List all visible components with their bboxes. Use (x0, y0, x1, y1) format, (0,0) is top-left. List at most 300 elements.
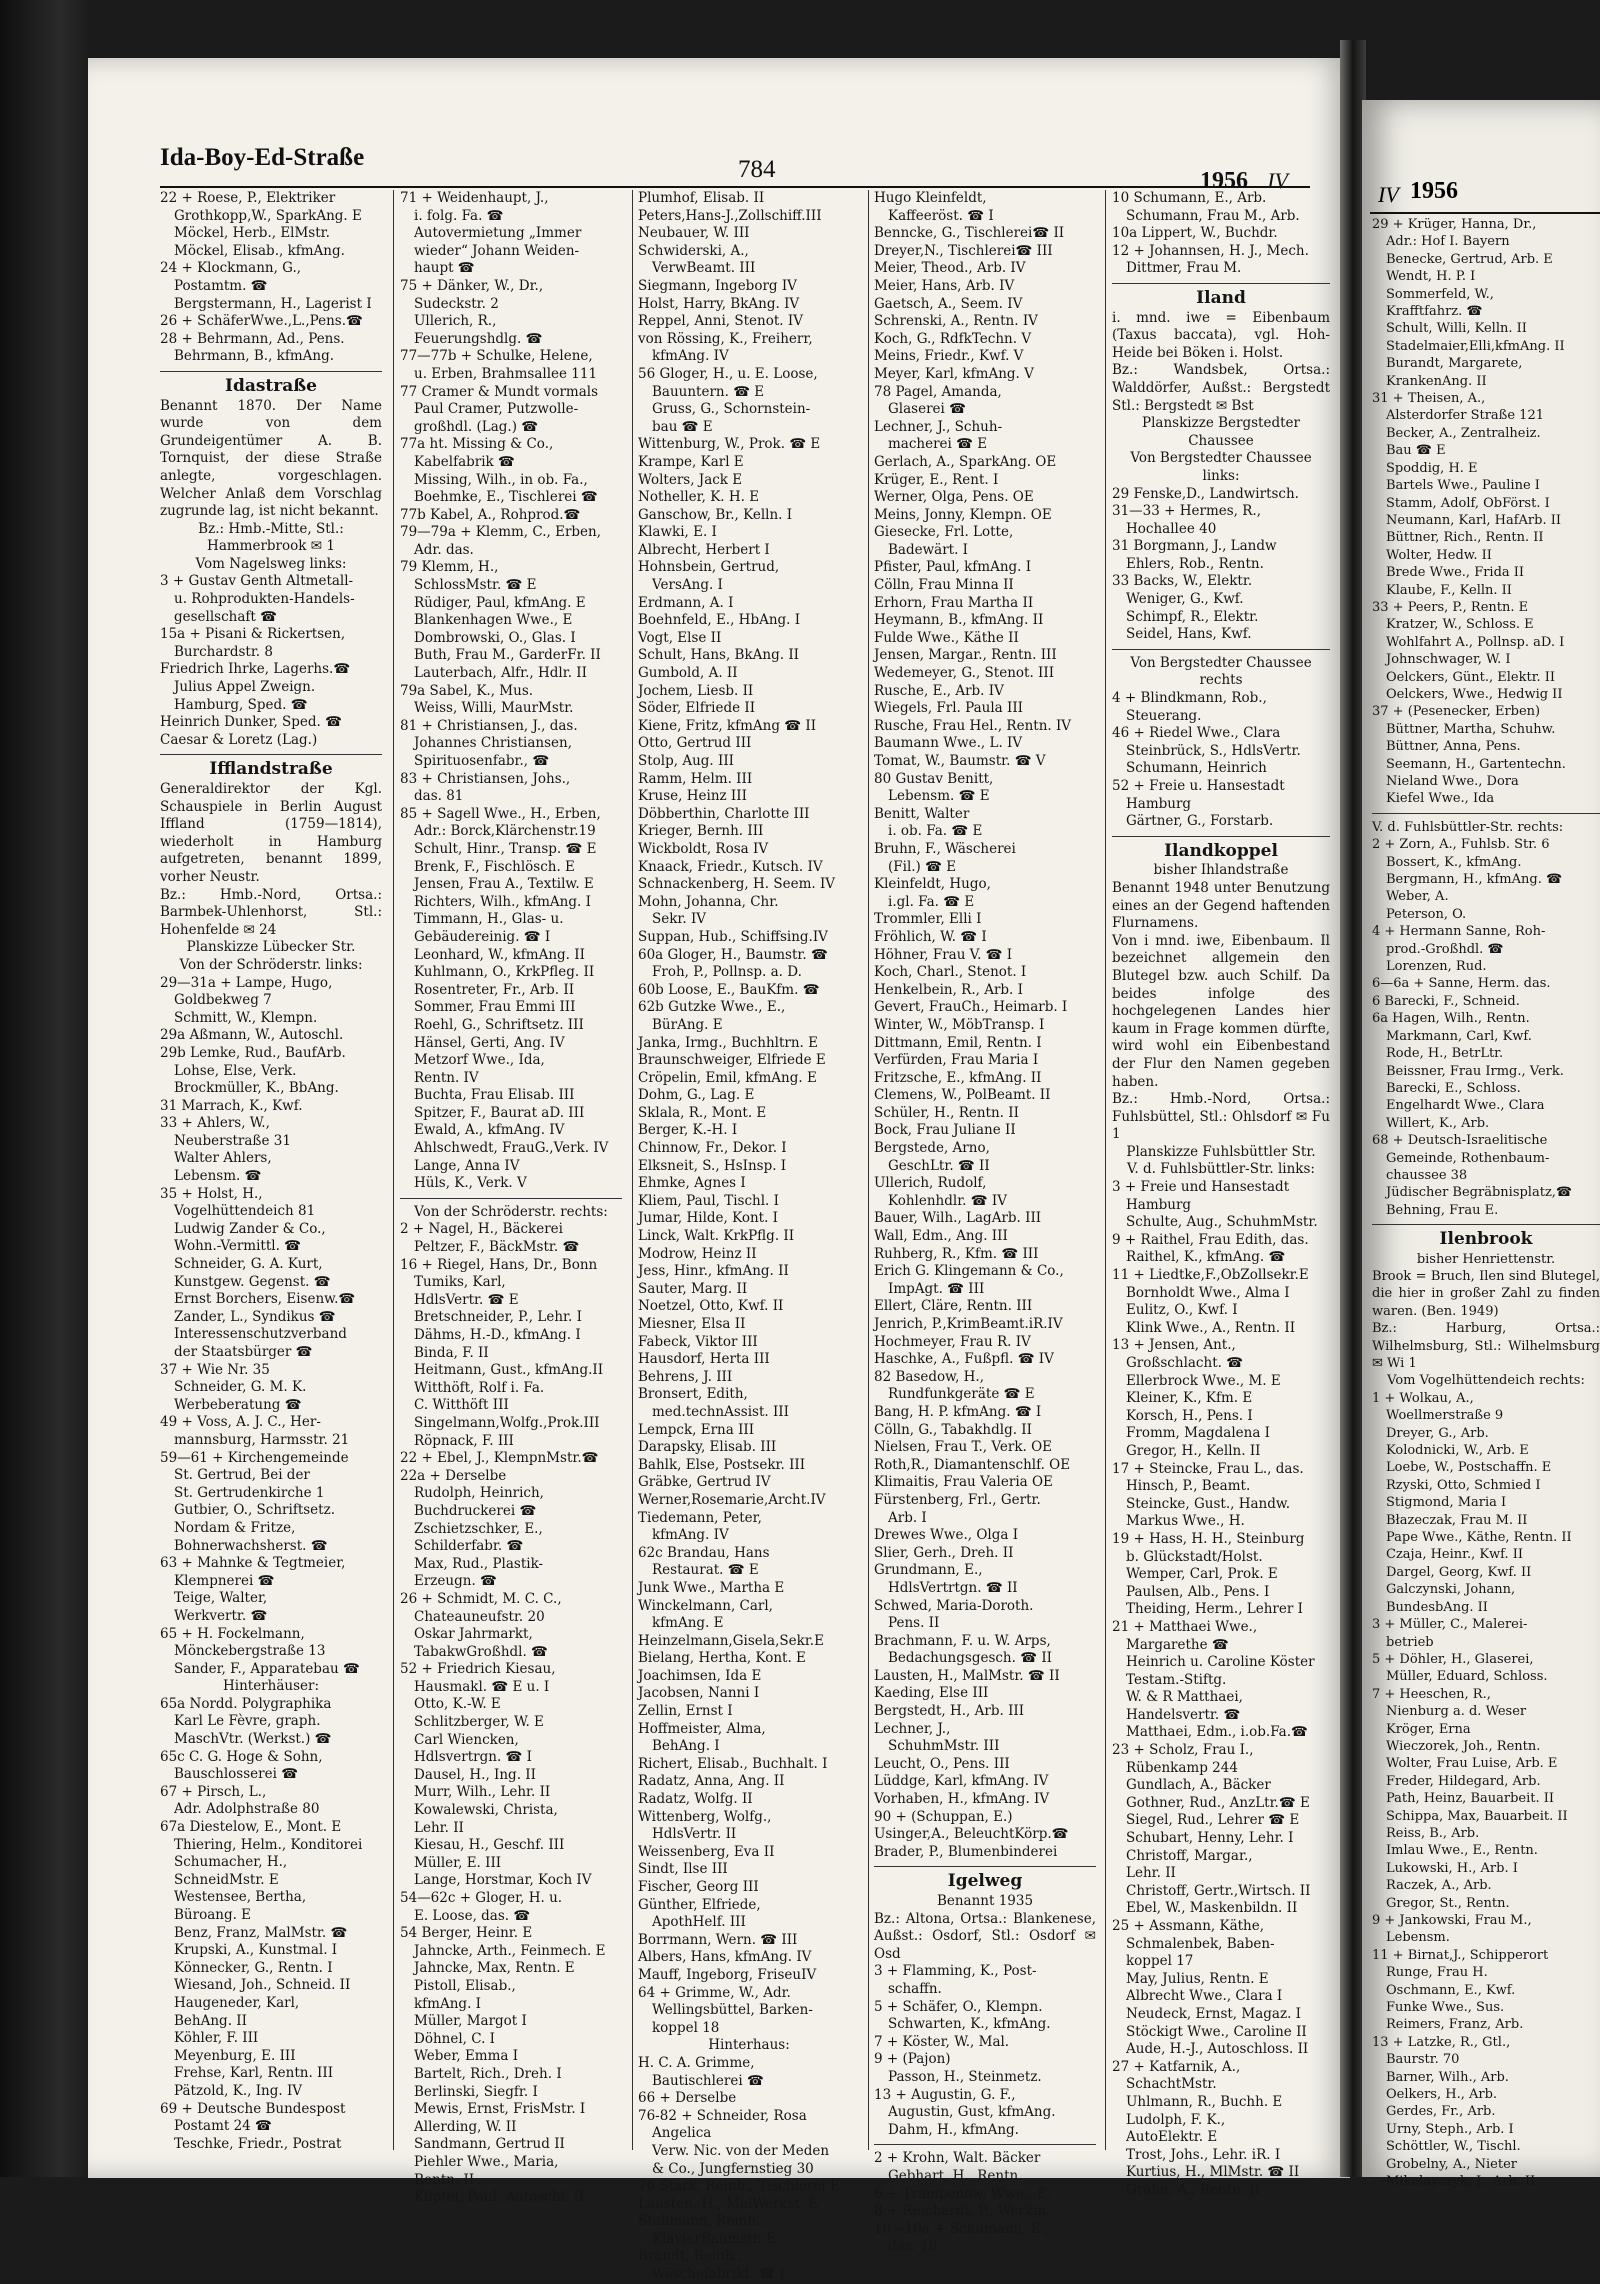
directory-entry: Reppel, Anni, Stenot. IV (638, 313, 803, 330)
directory-entry: Urny, Steph., Arb. I (1386, 2121, 1514, 2137)
directory-entry: 3 + Freie und Hansestadt (1112, 1179, 1290, 1196)
directory-entry: AutoElektr. E (1126, 2129, 1218, 2146)
directory-entry: Murr, Wilh., Lehr. II (414, 1784, 551, 1801)
street-note: Bz.: Altona, Ortsa.: Blankenese, Außst.: Osdorf, Stl.: Osdorf ✉ Osd (874, 1910, 1096, 1962)
directory-entry: Path, Heinz, Bauarbeit. II (1386, 1791, 1555, 1807)
directory-entry: Lausten, H., MalMstr. ☎ II (874, 1667, 1060, 1684)
directory-entry: Röpnack, F. III (414, 1432, 514, 1449)
directory-entry: Oelkers, H., Arb. (1386, 2087, 1498, 2103)
directory-entry: Noetzel, Otto, Kwf. II (638, 1298, 784, 1315)
directory-entry: 21 + Matthaei Wwe., (1112, 1618, 1258, 1635)
directory-entry: Behrmann, B., kfmAng. (174, 348, 335, 365)
directory-entry: Zschietzschker, E., (414, 1520, 543, 1537)
directory-entry: 79—79a + Klemm, C., Erben, (400, 524, 602, 541)
directory-entry: Heinrich u. Caroline Köster (1126, 1654, 1315, 1671)
directory-entry: 4 + Hermann Sanne, Roh- (1372, 924, 1546, 940)
directory-entry: Benncke, G., Tischlerei☎ II (874, 225, 1065, 242)
directory-entry: Allerding, W. II (414, 2118, 517, 2135)
directory-entry: Mohn, Johanna, Chr. (638, 893, 779, 910)
directory-entry: Buchta, Frau Elisab. III (414, 1087, 575, 1104)
directory-entry: Lange, Anna IV (414, 1157, 520, 1174)
directory-entry: Haugeneder, Karl, (174, 1994, 300, 2011)
directory-entry: haupt ☎ (414, 260, 475, 277)
directory-entry: H. C. A. Grimme, (638, 2054, 755, 2071)
directory-entry: Werbeberatung ☎ (174, 1396, 302, 1413)
directory-entry: Spoddig, H. E (1386, 460, 1478, 476)
directory-entry: Tomat, W., Baumstr. ☎ V (874, 753, 1046, 769)
directory-entry: Klipfel, Paul, Autoschl. II (414, 2189, 585, 2206)
directory-entry: Albrecht, Herbert I (638, 541, 770, 558)
directory-entry: Stamm, Adolf, ObFörst. I (1386, 495, 1550, 511)
directory-entry: Gregor, H., Kelln. II (1126, 1442, 1261, 1459)
section-label: Hinterhäuser: (222, 1678, 319, 1695)
directory-entry: 1 + Wolkau, A., (1372, 1390, 1474, 1406)
directory-entry: Gumbold, A. II (638, 665, 738, 682)
directory-entry: Klempnerei ☎ (174, 1572, 275, 1589)
directory-entry: 83 + Christiansen, Johs., (400, 770, 571, 787)
directory-entry: Krüger, E., Rent. I (874, 471, 999, 488)
directory-entry: Theiding, Herm., Lehrer I (1126, 1601, 1303, 1618)
directory-entry: i.gl. Fa. ☎ E (888, 893, 975, 910)
directory-entry: Oelckers, Günt., Elektr. II (1386, 669, 1556, 685)
directory-entry: 6 Barecki, F., Schneid. (1372, 993, 1520, 1009)
directory-entry: MaschVtr. (Werkst.) ☎ (174, 1731, 332, 1748)
directory-entry: Braunschweiger, Elfriede E (638, 1052, 826, 1069)
directory-entry: Schmalenbek, Baben- (1126, 1935, 1275, 1952)
directory-entry: 4 + Blindkmann, Rob., (1112, 690, 1267, 707)
directory-entry: Froh, P., Pollnsp. a. D. (652, 964, 802, 981)
directory-entry: 52 + Freie u. Hansestadt (1112, 778, 1285, 794)
directory-entry: Richert, Elisab., Buchhalt. I (638, 1755, 828, 1772)
directory-entry: Lehr. II (414, 1819, 464, 1836)
directory-entry: Schlitzberger, W. E (414, 1714, 544, 1731)
directory-entry: 22a + Derselbe (400, 1467, 507, 1484)
directory-entry: Margarethe ☎ (1126, 1636, 1229, 1653)
directory-entry: Bornholdt Wwe., Alma I (1126, 1284, 1290, 1301)
directory-entry: Nordam & Fritze, (174, 1519, 296, 1536)
directory-entry: 80 Gustav Benitt, (874, 770, 994, 787)
directory-entry: 37 + Wie Nr. 35 (160, 1361, 270, 1378)
directory-entry: Hamburg, Sped. ☎ (174, 696, 308, 713)
directory-entry: 2 + Krohn, Walt. Bäcker (874, 2150, 1041, 2167)
directory-entry: Fischer, Georg III (638, 1879, 759, 1895)
directory-entry: Bergstedt, H., Arb. III (874, 1703, 1025, 1720)
street-note: Bz.: Harburg, Ortsa.: Wilhelmsburg, Stl.: Wilhelmsburg ✉ Wi 1 (1372, 1321, 1600, 1371)
directory-entry: 7 + Heeschen, R., (1372, 1686, 1491, 1702)
directory-entry: 6a Hagen, Wilh., Rentn. (1372, 1011, 1530, 1027)
directory-entry: Wittenburg, W., Prok. ☎ E (638, 436, 821, 453)
directory-entry: Wohlfahrt A., Pollnsp. aD. I (1386, 634, 1565, 650)
directory-entry: Weiss, Willi, MaurMstr. (414, 700, 574, 717)
section-rule (1112, 283, 1330, 284)
section-label: V. d. Fuhlsbüttler-Str. links: (1127, 1161, 1315, 1178)
directory-entry: Sandmann, Gertrud II (414, 2136, 565, 2153)
directory-entry: Lukowski, H., Arb. I (1386, 1860, 1518, 1876)
directory-entry: Schumann, Frau M., Arb. (1126, 207, 1300, 224)
directory-entry: 77a ht. Missing & Co., (400, 436, 554, 453)
directory-entry: Behning, Frau E. (1386, 1202, 1499, 1218)
directory-entry: Clemens, W., PolBeamt. II (874, 1087, 1051, 1104)
directory-entry: Schmitt, W., Klempn. (174, 1009, 318, 1026)
directory-entry: Heinzelmann,Gisela,Sekr.E (638, 1632, 824, 1649)
directory-entry: Krieger, Bernh. III (638, 823, 764, 840)
directory-entry: Spirituosenfabr., ☎ (414, 753, 550, 769)
directory-entry: Werner, Olga, Pens. OE (874, 489, 1034, 506)
directory-entry: wieder“ Johann Weiden- (414, 242, 580, 259)
directory-entry: SchuhmMstr. III (888, 1738, 1000, 1755)
directory-entry: Schrenski, A., Rentn. IV (874, 313, 1038, 330)
directory-entry: Müller, Margot I (414, 2013, 527, 2030)
directory-entry: Benecke, Gertrud, Arb. E (1386, 251, 1553, 267)
directory-entry: Meyenburg, E. III (174, 2047, 296, 2064)
street-note: Benannt 1948 unter Benutzung eines an der Gegend haftenden Flurnamens. (1112, 879, 1330, 932)
directory-entry: Jahncke, Max, Rentn. E (414, 1960, 575, 1977)
directory-entry: Ullerich, Rudolf, (874, 1175, 987, 1192)
directory-entry: Dähms, H.-D., kfmAng. I (414, 1327, 581, 1343)
directory-entry: Reimers, Franz, Arb. (1386, 2017, 1524, 2033)
directory-entry: Hohnsbein, Gertrud, (638, 559, 780, 576)
directory-entry: Kiesau, H., Geschf. III (414, 1837, 565, 1854)
section-rule (1112, 649, 1330, 650)
directory-entry: Bronsert, Edith, (638, 1386, 748, 1403)
directory-entry: Lauterbach, Alfr., Hdlr. II (414, 665, 587, 682)
directory-entry: Max, Rud., Plastik- (414, 1555, 544, 1572)
directory-entry: 78 Pagel, Amanda, (874, 383, 1002, 400)
directory-entry: Hugo Kleinfeldt, (874, 190, 987, 206)
directory-entry: Dombrowski, O., Glas. I (414, 629, 576, 646)
directory-entry: Hochmeyer, Frau R. IV (874, 1333, 1031, 1350)
directory-entry: 6—6a + Sanne, Herm. das. (1372, 976, 1551, 992)
directory-entry: Bang, H. P. kfmAng. ☎ I (874, 1403, 1042, 1420)
directory-entry: i. folg. Fa. ☎ (414, 207, 504, 224)
directory-entry: Sklala, R., Mont. E (638, 1104, 767, 1121)
directory-entry: Meins, Jonny, Klempn. OE (874, 506, 1052, 523)
section-label: Von Bergstedter Chaussee rechts (1130, 654, 1312, 689)
directory-entry: Holst, Harry, BkAng. IV (638, 295, 800, 312)
section-rule (160, 371, 382, 372)
directory-entry: Erhorn, Frau Martha II (874, 594, 1034, 611)
street-note: Bz.: Hmb.-Nord, Ortsa.: Barmbek-Uhlenhorst, Stl.: Hohenfelde ✉ 24 (160, 886, 382, 938)
directory-entry: Stallmann, Reinh., (638, 2213, 765, 2230)
street-heading: Ilandkoppel (1164, 840, 1278, 861)
directory-entry: Woellmerstraße 9 (1386, 1408, 1504, 1424)
directory-entry: Benz, Franz, MalMstr. ☎ (174, 1924, 348, 1941)
directory-entry: Rüdiger, Paul, kfmAng. E (414, 594, 586, 611)
directory-entry: Schumann, Heinrich (1126, 760, 1267, 777)
directory-entry: 24 + Klockmann, G., (160, 260, 302, 277)
directory-entry: Engelhardt Wwe., Clara (1386, 1098, 1545, 1114)
directory-entry: Raithel, K., kfmAng. ☎ (1126, 1249, 1286, 1266)
directory-entry: Dohm, G., Lag. E (638, 1087, 755, 1104)
directory-entry: 13 + Jensen, Ant., (1112, 1337, 1236, 1354)
directory-entry: Meier, Hans, Arb. IV (874, 277, 1015, 294)
directory-entry: 10 Schumann, E., Arb. (1112, 190, 1267, 206)
column-divider (1105, 190, 1106, 2150)
directory-entry: Klink Wwe., A., Rentn. II (1126, 1319, 1296, 1336)
directory-entry: Weissenberg, Eva II (638, 1843, 775, 1860)
section-rule (400, 1198, 622, 1199)
column-divider (393, 190, 394, 2150)
directory-entry: Stolp, Aug. III (638, 753, 735, 769)
directory-entry: der Staatsbürger ☎ (174, 1344, 313, 1360)
directory-entry: Wolters, Jack E (638, 471, 743, 488)
directory-entry: Czaja, Heinr., Kwf. II (1386, 1547, 1524, 1563)
directory-entry: Fürstenberg, Frl., Gertr. (874, 1491, 1041, 1508)
directory-entry: Möckel, Herb., ElMstr. (174, 225, 330, 242)
directory-entry: Chateauneufstr. 20 (414, 1608, 545, 1625)
directory-entry: Usinger,A., BeleuchtKörp.☎ (874, 1826, 1069, 1843)
directory-entry: Meins, Friedr., Kwf. V (874, 348, 1024, 365)
directory-entry: Sommerfeld, W., (1386, 286, 1494, 302)
directory-entry: Berger, K.-H. I (638, 1122, 738, 1139)
directory-entry: Berlinski, Siegfr. I (414, 2083, 538, 2100)
directory-entry: 2 + Zorn, A., Fuhlsb. Str. 6 (1372, 837, 1550, 853)
directory-entry: Otto, K.-W. E (414, 1696, 501, 1713)
directory-entry: Karl Le Fèvre, graph. (174, 1713, 321, 1730)
directory-entry: (Fil.) ☎ E (888, 858, 957, 875)
directory-entry: Christoff, Margar., (1126, 1847, 1253, 1864)
directory-entry: Möckel, Elisab., kfmAng. (174, 242, 345, 259)
directory-entry: Sekr. IV (652, 911, 707, 928)
directory-entry: Grobelny, A., Nieter (1386, 2156, 1517, 2172)
directory-entry: Lebensm. ☎ (174, 1168, 262, 1185)
directory-entry: Cölln, Frau Minna II (874, 577, 1014, 594)
directory-entry: Rübenkamp 244 (1126, 1759, 1238, 1776)
directory-entry: 26 + SchäferWwe.,L.,Pens.☎ (160, 313, 363, 330)
directory-entry: 7 + Köster, W., Mal. (874, 2033, 1010, 2050)
directory-entry: Baumann Wwe., L. IV (874, 735, 1023, 752)
directory-entry: Henkelbein, R., Arb. I (874, 981, 1023, 998)
directory-entry: St. Gertrud, Bei der (174, 1467, 310, 1484)
directory-entry: Friedrich Ihrke, Lagerhs.☎ (160, 661, 351, 678)
directory-entry: Piehler Wwe., Maria, (414, 2153, 559, 2170)
directory-entry: Bruhn, F., Wäscherei (874, 840, 1016, 857)
directory-entry: Jensen, Margar., Rentn. III (874, 647, 1057, 664)
directory-entry: Korsch, H., Pens. I (1126, 1407, 1253, 1424)
directory-entry: Werner,Rosemarie,Archt.IV (638, 1491, 826, 1508)
directory-entry: Haschke, A., Fußpfl. ☎ IV (874, 1351, 1054, 1368)
directory-entry: Kruse, Heinz III (638, 788, 747, 805)
section-label: bisher Ihlandstraße (1153, 862, 1289, 879)
directory-entry: Dreyer,N., Tischlerei☎ III (874, 242, 1053, 259)
directory-entry: Hausdorf, Herta III (638, 1351, 770, 1368)
directory-entry: 59—61 + Kirchengemeinde (160, 1449, 349, 1466)
street-note: i. mnd. iwe = Eibenbaum (Taxus baccata), vgl. Hoh-Heide bei Böken i. Holst. (1112, 309, 1330, 361)
directory-entry: HdlsVertr. II (652, 1826, 737, 1843)
directory-entry: 56 Gloger, H., u. E. Loose, (638, 365, 818, 382)
directory-entry: Wall, Edm., Ang. III (874, 1228, 1008, 1245)
directory-entry: Ludwig Zander & Co., (174, 1220, 326, 1237)
street-note: Generaldirektor der Kgl. Schauspiele in Berlin August Iffland (1759—1814), wiederholt in Hamburg aufgetreten, benannt 1899, vorher Neustr. (160, 781, 382, 885)
directory-entry: Ernst Borchers, Eisenw.☎ (174, 1291, 356, 1308)
directory-entry: 33 + Peers, P., Rentn. E (1372, 599, 1529, 615)
directory-entry: Krafftfahrz. ☎ (1386, 304, 1483, 320)
directory-entry: 67a Diestelow, E., Mont. E (160, 1819, 342, 1836)
directory-entry: Autovermietung „Immer (414, 225, 582, 242)
directory-entry: Sindt, Ilse III (638, 1861, 728, 1878)
directory-entry: Dargel, Georg, Kwf. II (1386, 1564, 1532, 1580)
directory-column-5 (1112, 190, 1330, 2198)
directory-entry: 25 + Assmann, Käthe, (1112, 1918, 1265, 1934)
directory-entry: Müller, Eduard, Schloss. (1386, 1669, 1548, 1685)
section-label: Planskizze Bergstedter Chaussee (1142, 415, 1300, 449)
directory-entry: Ellert, Cläre, Rentn. III (874, 1298, 1033, 1315)
directory-entry: Paul Cramer, Putzwolle- (414, 401, 579, 418)
right-district-roman: IV (1378, 182, 1399, 207)
directory-entry: koppel 18 (652, 2019, 720, 2036)
directory-entry: Gerdes, Fr., Arb. (1386, 2104, 1496, 2120)
directory-entry: Kleinfeldt, Hugo, (874, 876, 991, 893)
directory-entry: Bautischlerei ☎ (652, 2072, 764, 2089)
directory-entry: Fabeck, Viktor III (638, 1333, 758, 1350)
directory-entry: Schneider, G. M. K. (174, 1379, 307, 1396)
directory-entry: Gundlach, A., Bäcker (1126, 1777, 1271, 1794)
column-divider (868, 190, 869, 2150)
directory-entry: Klawki, E. I (638, 524, 717, 541)
directory-entry: Mönckebergstraße 13 (174, 1643, 326, 1660)
directory-entry: 49 + Voss, A. J. C., Her- (160, 1414, 321, 1431)
directory-entry: Lange, Horstmar, Koch IV (414, 1872, 592, 1889)
directory-entry: Grahn, A., Rentn. II (1126, 2181, 1261, 2198)
directory-entry: Oskar Jahrmarkt, (414, 1626, 533, 1643)
directory-entry: Junk Wwe., Martha E (638, 1579, 785, 1596)
right-directory-year: 1956 (1410, 178, 1458, 204)
directory-entry: Trost, Johs., Lehr. iR. I (1126, 2146, 1281, 2163)
directory-entry: Bau ☎ E (1386, 443, 1446, 459)
directory-entry: Bauer, Wilh., LagArb. III (874, 1210, 1042, 1227)
directory-entry: 66 + Derselbe (638, 2090, 737, 2107)
directory-entry: Nienburg a. d. Weser (1386, 1704, 1527, 1720)
directory-entry: Stigmond, Maria I (1386, 1495, 1507, 1511)
directory-entry: kfmAng. E (652, 1615, 724, 1632)
directory-entry: Neumann, Karl, HafArb. II (1386, 512, 1561, 528)
directory-entry: Wendt, H. P. I (1386, 269, 1476, 285)
directory-entry: Buchdruckerei ☎ (414, 1502, 537, 1519)
directory-entry: Wohn.-Vermittl. ☎ (174, 1238, 301, 1255)
directory-entry: 5 + Schäfer, O., Klempn. (874, 1998, 1043, 2015)
directory-entry: Döhnel, C. I (414, 2030, 495, 2047)
directory-entry: Bock, Frau Juliane II (874, 1122, 1016, 1139)
directory-entry: Brenk, F., Fischlösch. E (414, 858, 575, 875)
directory-entry: Schwed, Maria-Doroth. (874, 1597, 1034, 1614)
directory-entry: Schüler, H., Rentn. II (874, 1104, 1019, 1121)
directory-entry: Miesner, Elsa II (638, 1316, 746, 1332)
directory-entry: Blankenhagen Wwe., E (414, 612, 573, 629)
directory-entry: Koch, G., RdfkTechn. V (874, 330, 1032, 347)
directory-entry: chaussee 38 (1386, 1167, 1468, 1183)
directory-entry: 31 Marrach, K., Kwf. (160, 1097, 303, 1114)
directory-entry: 15a + Pisani & Rickertsen, (160, 626, 346, 643)
directory-entry: Gemeinde, Rothenbaum- (1386, 1150, 1550, 1166)
directory-entry: Schwarten, K., kfmAng. (888, 2016, 1051, 2033)
directory-entry: Frehse, Karl, Rentn. III (174, 2065, 334, 2082)
section-label: Benannt 1935 (936, 1893, 1034, 1909)
directory-entry: Dausel, H., Ing. II (414, 1766, 536, 1783)
directory-entry: das. 10 (888, 2238, 938, 2255)
directory-entry: 69 + Deutsche Bundespost (160, 2100, 346, 2117)
directory-entry: 76-82 + Schneider, Rosa (638, 2107, 807, 2124)
directory-entry: Fromm, Magdalena I (1126, 1425, 1271, 1442)
directory-entry: Behrens, J. III (638, 1368, 733, 1385)
directory-entry: Weniger, G., Kwf. (1126, 591, 1244, 608)
directory-entry: KlavierBaumstr. E (652, 2230, 777, 2247)
directory-entry: Werkvertr. ☎ (174, 1607, 268, 1624)
directory-entry: Mikolayczyk, J., Arb. II (1386, 2174, 1536, 2190)
section-label: Planskizze Lübecker Str. (186, 939, 356, 956)
directory-entry: KrankenAng. II (1386, 373, 1487, 389)
section-label: Von der Schröderstr. rechts: (414, 1203, 608, 1220)
directory-entry: 2 + Nagel, H., Bäckerei (400, 1221, 563, 1238)
directory-entry: Kabelfabrik ☎ (414, 453, 515, 470)
directory-entry: Pfister, Paul, kfmAng. I (874, 559, 1032, 576)
directory-entry: Seidel, Hans, Kwf. (1126, 626, 1252, 643)
directory-entry: Arb. I (888, 1509, 927, 1526)
directory-entry: 26 + Schmidt, M. C. C., (400, 1590, 562, 1607)
directory-entry: Winckelmann, Carl, (638, 1597, 773, 1614)
street-heading: Ifflandstraße (209, 759, 333, 780)
directory-entry: Dahm, H., kfmAng. (888, 2121, 1019, 2138)
directory-entry: Testam.-Stiftg. (1126, 1671, 1227, 1688)
directory-entry: ImpAgt. ☎ III (888, 1280, 985, 1297)
directory-entry: Schumacher, H., (174, 1854, 288, 1871)
directory-entry: Freder, Hildegard, Arb. (1386, 1773, 1541, 1789)
directory-entry: Matthaei, Edm., i.ob.Fa.☎ (1126, 1724, 1308, 1741)
directory-entry: Joachimsen, Ida E (638, 1667, 762, 1684)
directory-entry: Błazeczak, Frau M. II (1386, 1512, 1528, 1528)
directory-entry: Lechner, J., Schuh- (874, 418, 1003, 435)
directory-entry: Rosentreter, Fr., Arb. II (414, 981, 575, 998)
directory-entry: Schult, Hans, BkAng. II (638, 647, 799, 664)
street-heading: Iland (1196, 287, 1246, 308)
directory-entry: 17 + Steincke, Frau L., das. (1112, 1460, 1304, 1477)
directory-entry: Dittmer, Frau M. (1126, 260, 1242, 277)
directory-entry: Wolter, Frau Luise, Arb. E (1386, 1756, 1558, 1772)
directory-entry: Wemper, Carl, Prok. E (1126, 1566, 1278, 1583)
directory-entry: 85 + Sagell Wwe., H., Erben, (400, 805, 601, 822)
section-label: Vom Vogelhüttendeich rechts: (1387, 1373, 1585, 1389)
directory-entry: Angelica (652, 2125, 712, 2142)
directory-entry: Wittenberg, Wolfg., (638, 1808, 772, 1825)
section-rule (1112, 836, 1330, 837)
directory-entry: Schult, Hinr., Transp. ☎ E (414, 840, 597, 857)
directory-entry: C. Witthöft III (414, 1397, 509, 1414)
directory-entry: Jensen, Frau A., Textilw. E (414, 876, 594, 893)
directory-entry: mannsburg, Harmsstr. 21 (174, 1431, 350, 1448)
directory-entry: Tiedemann, Peter, (638, 1509, 762, 1526)
street-heading: Ilenbrook (1439, 1229, 1533, 1250)
street-note: Bz.: Hmb.-Nord, Ortsa.: Fuhlsbüttel, Stl.: Ohlsdorf ✉ Fu 1 (1112, 1091, 1330, 1143)
directory-entry: 52 + Friedrich Kiesau, (400, 1661, 556, 1678)
directory-entry: Bartelt, Rich., Dreh. I (414, 2065, 562, 2082)
directory-entry: Slier, Gerh., Dreh. II (874, 1544, 1014, 1561)
directory-entry: Wieczorek, Joh., Rentn. (1386, 1738, 1541, 1754)
directory-entry: Schneider, G. A. Kurt, (174, 1256, 323, 1273)
directory-entry: Neubauer, W. III (638, 225, 750, 242)
directory-entry: Jumar, Hilde, Kont. I (638, 1210, 779, 1227)
directory-entry: Schöttler, W., Tischl. (1386, 2139, 1521, 2155)
directory-entry: HdlsVertr. ☎ E (414, 1291, 519, 1308)
directory-entry: Runge, Frau H. (1386, 1965, 1488, 1981)
street-heading: Igelweg (947, 1871, 1023, 1892)
directory-entry: Siegmann, Ingeborg IV (638, 277, 797, 294)
directory-entry: Heitmann, Gust., kfmAng.II (414, 1362, 604, 1379)
directory-entry: Fulde Wwe., Käthe II (874, 629, 1019, 646)
directory-entry: Ebel, W., Maskenbildn. II (1126, 1900, 1298, 1917)
directory-entry: Burchardstr. 8 (174, 643, 273, 660)
directory-entry: V. d. Fuhlsbüttler-Str. rechts: (1372, 819, 1564, 835)
directory-entry: Büttner, Rich., Rentn. II (1386, 530, 1544, 546)
directory-entry: Christoff, Gertr.,Wirtsch. II (1126, 1882, 1311, 1899)
